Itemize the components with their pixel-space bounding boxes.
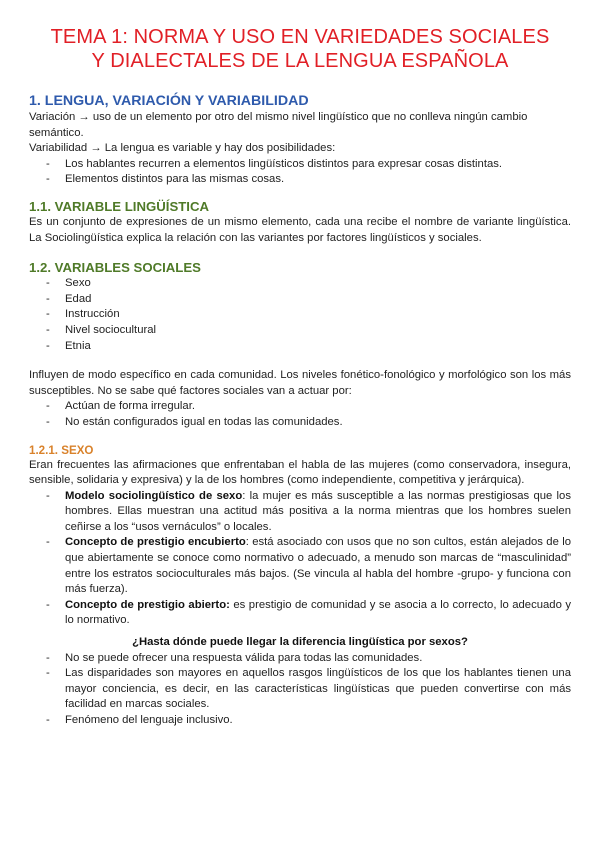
term-text: : está asociado con usos que no son cultos, están alejados de lo que abiertamente se conoce como normativo o adecuado, a menudo son marcas de “masculinidad” entre los estratos socioculturales más bajos. (Se vincula al habla del hombre -grupo- y funciona con más fuerza). — [65, 536, 571, 596]
title-line-1: TEMA 1: NORMA Y USO EN VARIEDADES SOCIALES — [50, 26, 550, 48]
section-heading-1-2: 1.2. VARIABLES SOCIALES — [29, 260, 201, 276]
list-item: - Fenómeno del lenguaje inclusivo. — [29, 713, 571, 729]
term-label: Concepto de prestigio abierto: — [65, 598, 230, 611]
term-label: Concepto de prestigio encubierto — [65, 536, 246, 549]
list-item-modelo — [29, 489, 571, 536]
list-item: - No están configurados igual en todas las comunidades. — [29, 415, 571, 431]
paragraph-variabilidad: Variabilidad → La lengua es variable y hay dos posibilidades: — [29, 142, 336, 155]
list-item: - Instrucción — [29, 307, 571, 323]
paragraph-variable-linguistica: Es un conjunto de expresiones de un mismo elemento, cada una recibe el nombre de variante lingüística. La Sociolingüística explica la relación con las variantes por factores lingüísticos y sociales. — [29, 215, 571, 244]
paragraph-influyen: Influyen de modo específico en cada comunidad. Los niveles fonético-fonológico y morfológico son los más susceptibles. No se sabe qué factores sociales van a actuar por: — [29, 369, 571, 397]
list-item-prestigio-abierto — [29, 598, 571, 629]
list-respuestas — [29, 651, 571, 729]
list-item: - Los hablantes recurren a elementos lingüísticos distintos para expresar cosas distintas. — [29, 157, 571, 173]
list-posibilidades — [29, 157, 571, 188]
question-heading: ¿Hasta dónde puede llegar la diferencia lingüística por sexos? — [132, 636, 468, 649]
list-item: - Elementos distintos para las mismas cosas. — [29, 172, 571, 188]
list-conceptos — [29, 489, 571, 629]
list-variables-sociales — [29, 276, 571, 354]
list-item: - Las disparidades son mayores en aquellos rasgos lingüísticos de los que los hablantes tienen una mayor conciencia, es decir, en las características lingüísticas que pueden convertirse con más facilidad en marcas sociales. — [29, 666, 571, 713]
term-text: : la mujer es más susceptible a las normas prestigiosas que los hombres. Ellas muestran una actitud más positiva a la norma mientras que los hombres suelen ceñirse a los “usos vernáculos” o locales. — [65, 489, 571, 533]
term-label: Modelo sociolingüístico de sexo — [65, 489, 243, 502]
list-item: - Sexo — [29, 276, 571, 292]
list-item: - Etnia — [29, 339, 571, 355]
list-item-prestigio-encubierto — [29, 535, 571, 597]
list-item: - Actúan de forma irregular. — [29, 399, 571, 415]
list-factores — [29, 399, 571, 430]
document-title — [29, 25, 571, 73]
section-heading-1: 1. LENGUA, VARIACIÓN Y VARIABILIDAD — [29, 93, 309, 109]
list-item: - No se puede ofrecer una respuesta válida para todas las comunidades. — [29, 651, 571, 667]
list-item: - Edad — [29, 292, 571, 308]
paragraph-sexo: Eran frecuentes las afirmaciones que enfrentaban el habla de las mujeres (como conservadora, insegura, sensible, solidaria y expresiva) y la de los hombres (como independiente, competitiva y jerárquica). — [29, 458, 571, 487]
paragraph-variacion: Variación → uso de un elemento por otro del mismo nivel lingüístico que no conlleva ningún cambio semántico. — [29, 111, 528, 139]
term-text: es prestigio de comunidad y se asocia a lo correcto, lo adecuado y lo normativo. — [65, 598, 571, 627]
list-item: - Nivel sociocultural — [29, 323, 571, 339]
title-line-2: Y DIALECTALES DE LA LENGUA ESPAÑOLA — [91, 50, 509, 72]
section-heading-1-2-1: 1.2.1. SEXO — [29, 443, 94, 457]
section-heading-1-1: 1.1. VARIABLE LINGÜÍSTICA — [29, 198, 210, 214]
